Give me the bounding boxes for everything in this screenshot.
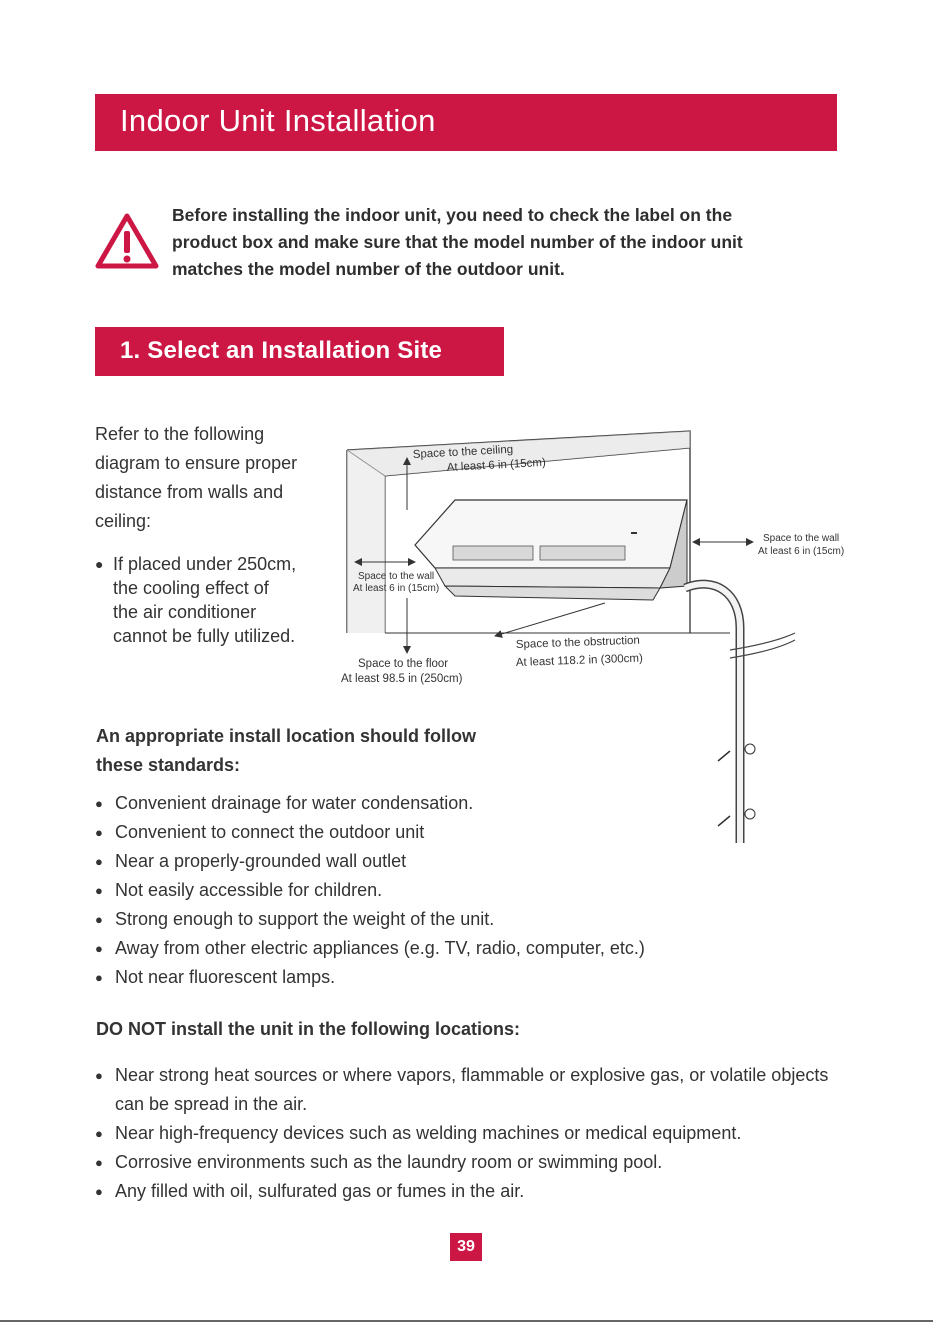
list-item-text: Convenient drainage for water condensation. bbox=[115, 793, 474, 813]
bottom-rule bbox=[0, 1320, 933, 1322]
intro-line: distance from walls and bbox=[95, 482, 284, 502]
left-wall-label-2: At least 6 in (15cm) bbox=[353, 583, 440, 594]
bullet-icon: ● bbox=[95, 941, 103, 956]
indoor-unit-illustration bbox=[415, 500, 687, 600]
intro-bullet-line: If placed under 250cm, bbox=[113, 554, 297, 574]
right-wall-label-1: Space to the wall bbox=[763, 533, 840, 544]
section-banner bbox=[95, 327, 504, 376]
list-item bbox=[95, 935, 645, 964]
list-item-text: Near strong heat sources or where vapors, flammable or explosive gas, or volatile objects can be spread in the air. bbox=[115, 1065, 829, 1114]
intro-line: ceiling: bbox=[95, 511, 152, 531]
bullet-icon: ● bbox=[95, 1068, 103, 1083]
list-item bbox=[95, 819, 645, 848]
bullet-icon: ● bbox=[95, 1184, 103, 1199]
warning-line: matches the model number of the outdoor unit. bbox=[172, 259, 565, 279]
ceiling-label-1: Space to the ceiling bbox=[412, 443, 514, 461]
bullet-icon: ● bbox=[95, 1126, 103, 1141]
right-wall-label-2: At least 6 in (15cm) bbox=[758, 546, 845, 557]
section-title: 1. Select an Installation Site bbox=[120, 337, 443, 364]
list-item-text: Not easily accessible for children. bbox=[115, 880, 383, 900]
standards-heading-line: An appropriate install location should follow bbox=[96, 726, 477, 746]
title-banner bbox=[95, 94, 837, 151]
warning-triangle-icon bbox=[95, 212, 159, 270]
avoid-list bbox=[95, 1061, 855, 1206]
avoid-heading: DO NOT install the unit in the following locations: bbox=[96, 1019, 520, 1039]
left-wall-label-1: Space to the wall bbox=[358, 571, 435, 582]
list-item bbox=[95, 906, 645, 935]
bullet-icon: ● bbox=[95, 883, 103, 898]
list-item bbox=[95, 790, 645, 819]
list-item-text: Away from other electric appliances (e.g. TV, radio, computer, etc.) bbox=[115, 938, 645, 958]
intro-line: diagram to ensure proper bbox=[95, 453, 298, 473]
intro-text bbox=[95, 420, 335, 536]
list-item-text: Near high-frequency devices such as welding machines or medical equipment. bbox=[115, 1123, 742, 1143]
list-item-text: Not near fluorescent lamps. bbox=[115, 967, 336, 987]
drain-pipe-illustration bbox=[685, 584, 795, 843]
list-item bbox=[95, 1061, 855, 1119]
list-item-text: Convenient to connect the outdoor unit bbox=[115, 822, 425, 842]
obstruction-label-1: Space to the obstruction bbox=[515, 634, 641, 651]
list-item-text: Strong enough to support the weight of the unit. bbox=[115, 909, 495, 929]
list-item bbox=[95, 1177, 855, 1206]
floor-label-1: Space to the floor bbox=[358, 658, 449, 670]
warning-text bbox=[172, 202, 852, 283]
list-item bbox=[95, 877, 645, 906]
intro-line: Refer to the following bbox=[95, 424, 265, 444]
list-item bbox=[95, 848, 645, 877]
standards-heading bbox=[96, 722, 556, 780]
floor-label-2: At least 98.5 in (250cm) bbox=[341, 673, 463, 685]
installation-clearance-diagram bbox=[335, 428, 855, 848]
obstruction-label-2: At least 118.2 in (300cm) bbox=[515, 652, 644, 669]
list-item-text: Near a properly-grounded wall outlet bbox=[115, 851, 407, 871]
intro-bullet-line: the air conditioner bbox=[113, 602, 257, 622]
list-item bbox=[95, 1148, 855, 1177]
bullet-icon: ● bbox=[95, 854, 103, 869]
bullet-icon: ● bbox=[95, 825, 103, 840]
intro-bullet-line: the cooling effect of bbox=[113, 578, 269, 598]
warning-line: Before installing the indoor unit, you need to check the label on the bbox=[172, 205, 733, 225]
standards-heading-line: these standards: bbox=[96, 755, 241, 775]
bullet-icon: ● bbox=[95, 970, 103, 985]
bullet-icon: ● bbox=[95, 1155, 103, 1170]
intro-bullet-line: cannot be fully utilized. bbox=[113, 626, 296, 646]
list-item-text: Corrosive environments such as the laundry room or swimming pool. bbox=[115, 1152, 663, 1172]
bullet-icon: ● bbox=[95, 556, 104, 572]
obstruction-arrow bbox=[495, 603, 605, 636]
list-item bbox=[95, 1119, 855, 1148]
ceiling-label-2: At least 6 in (15cm) bbox=[446, 456, 547, 474]
list-item bbox=[95, 964, 645, 993]
bullet-icon: ● bbox=[95, 912, 103, 927]
list-item-text: Any filled with oil, sulfurated gas or fumes in the air. bbox=[115, 1181, 525, 1201]
standards-list bbox=[95, 790, 645, 993]
warning-line: product box and make sure that the model number of the indoor unit bbox=[172, 232, 743, 252]
page-title: Indoor Unit Installation bbox=[120, 103, 436, 138]
bullet-icon: ● bbox=[95, 796, 103, 811]
page-number: 39 bbox=[450, 1233, 482, 1261]
